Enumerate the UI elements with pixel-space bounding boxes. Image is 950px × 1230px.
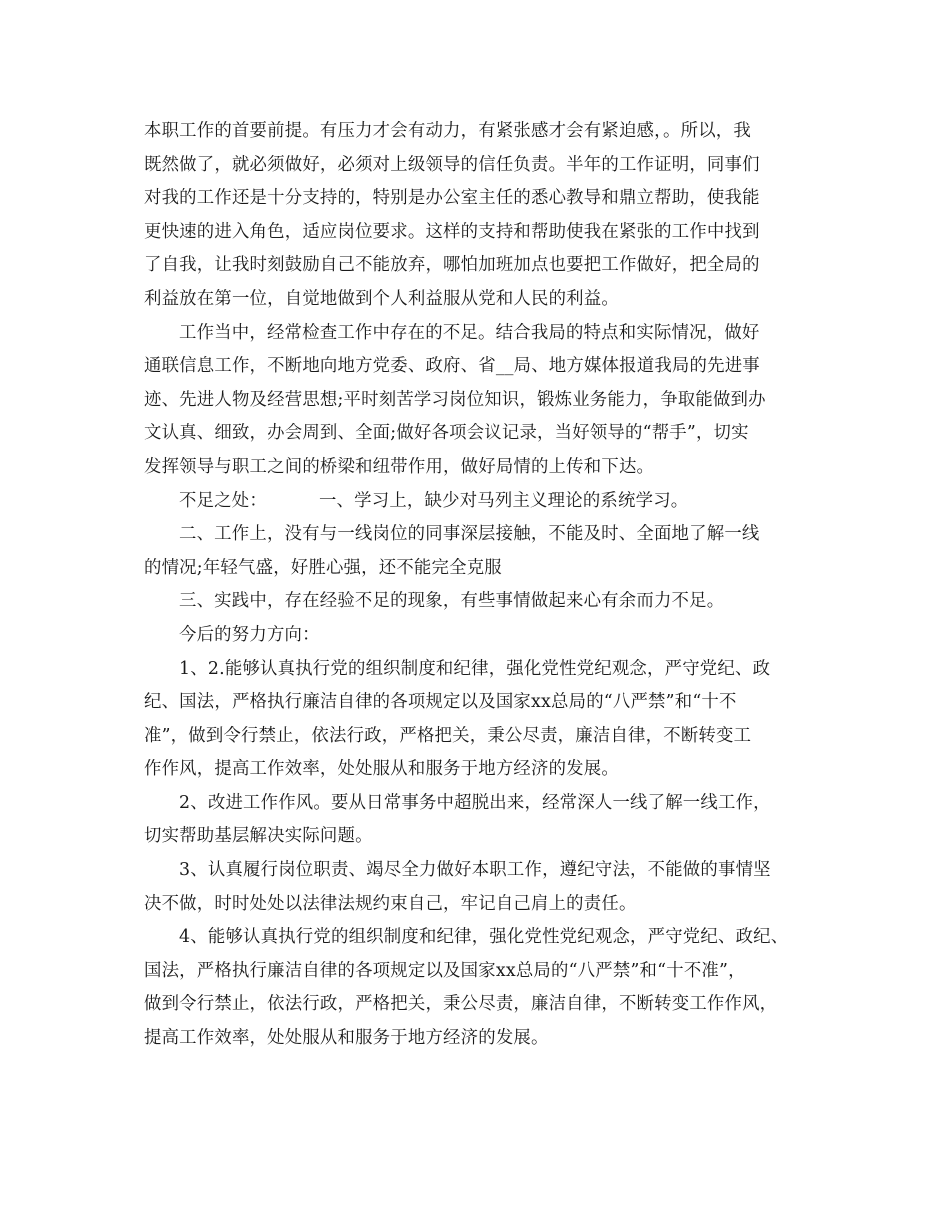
paragraph-shortcoming-2	[144, 518, 820, 585]
shortcomings-label: 不足之处：	[179, 490, 267, 511]
text-line: 今后的努力方向：	[179, 624, 320, 645]
text-line: 1、2.能够认真执行党的组织制度和纪律，强化党性党纪观念，严守党纪、政	[179, 658, 771, 679]
text-line: 提高工作效率，处处服从和服务于地方经济的发展。	[144, 1028, 549, 1049]
text-line: 纪、国法，严格执行廉洁自律的各项规定以及国家xx总局的“八严禁”和“十不	[144, 692, 737, 713]
text-line: 本职工作的首要前提。有压力才会有动力，有紧张感才会有紧迫感，。所以，我	[144, 121, 751, 141]
text-line: 工作当中，经常检查工作中存在的不足。结合我局的特点和实际情况，做好	[179, 322, 760, 343]
text-line	[144, 485, 820, 519]
text-line: 发挥领导与职工之间的桥梁和纽带作用，做好局情的上传和下达。	[144, 456, 655, 477]
text-line: 既然做了，就必须做好，必须对上级领导的信任负责。半年的工作证明，同事们	[144, 154, 760, 175]
text-line: 2、改进工作作风。要从日常事务中超脱出来，经常深人一线了解一线工作，	[179, 792, 771, 813]
document-body	[144, 115, 820, 1056]
paragraph-direction-4	[144, 921, 820, 1055]
paragraph-responsibility	[144, 115, 820, 317]
text-line: 迹、先进人物及经营思想;平时刻苦学习岗位知识，锻炼业务能力，争取能做到办	[144, 389, 766, 410]
text-line: 作作风，提高工作效率，处处服从和服务于地方经济的发展。	[144, 759, 619, 780]
text-line: 国法，严格执行廉洁自律的各项规定以及国家xx总局的“八严禁”和“十不准”，	[144, 960, 746, 981]
paragraph-shortcomings	[144, 485, 820, 519]
text-line: 的情况;年轻气盛，好胜心强，还不能完全克服	[144, 557, 502, 578]
text-line: 切实帮助基层解决实际问题。	[144, 826, 373, 847]
text-line: 4、能够认真执行党的组织制度和纪律，强化党性党纪观念，严守党纪、政纪、	[179, 927, 789, 948]
paragraph-work-review	[144, 317, 820, 485]
shortcoming-1: 一、学习上，缺少对马列主义理论的系统学习。	[318, 490, 689, 511]
paragraph-direction-1	[144, 653, 820, 787]
text-line: 文认真、细致，办会周到、全面;做好各项会议记录，当好领导的“帮手”，切实	[144, 423, 749, 444]
paragraph-shortcoming-3	[144, 585, 820, 619]
text-line: 准”，做到令行禁止，依法行政，严格把关，秉公尽责，廉洁自律，不断转变工	[144, 725, 752, 746]
text-line: 利益放在第一位，自觉地做到个人利益服从党和人民的利益。	[144, 288, 619, 309]
text-line: 做到令行禁止，依法行政，严格把关，秉公尽责，廉洁自律，不断转变工作作风，	[144, 994, 778, 1015]
text-line: 对我的工作还是十分支持的，特别是办公室主任的悉心教导和鼎立帮助，使我能	[144, 188, 760, 209]
text-line: 三、实践中，存在经验不足的现象，有些事情做起来心有余而力不足。	[179, 591, 725, 612]
paragraph-future-direction-heading	[144, 619, 820, 653]
text-line: 更快速的进入角色，适应岗位要求。这样的支持和帮助使我在紧张的工作中找到	[144, 221, 760, 242]
text-line: 通联信息工作，不断地向地方党委、政府、省__局、地方媒体报道我局的先进事	[144, 356, 760, 377]
paragraph-direction-3	[144, 854, 820, 921]
text-line: 了自我，让我时刻鼓励自己不能放弃，哪怕加班加点也要把工作做好，把全局的	[144, 255, 760, 276]
paragraph-direction-2	[144, 787, 820, 854]
text-line: 3、认真履行岗位职责、竭尽全力做好本职工作，遵纪守法，不能做的事情坚	[179, 860, 771, 881]
text-line: 决不做，时时处处以法律法规约束自己，牢记自己肩上的责任。	[144, 893, 637, 914]
text-line: 二、工作上，没有与一线岗位的同事深层接触，不能及时、全面地了解一线	[179, 524, 760, 545]
